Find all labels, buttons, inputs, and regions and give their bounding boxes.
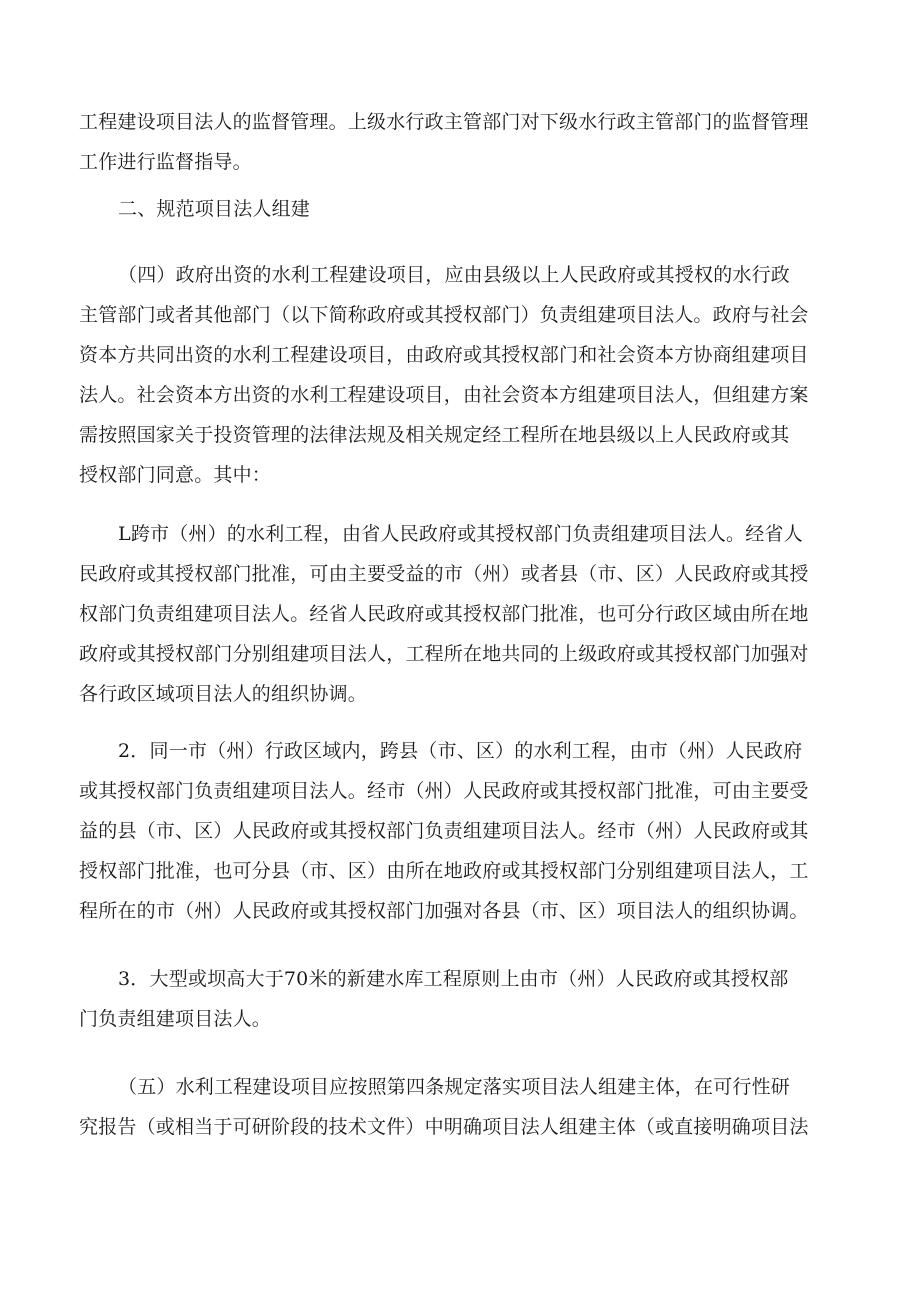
text-line: 授权部门批准，也可分县（市、区）由所在地政府或其授权部门分别组建项目法人，工 — [79, 860, 809, 882]
text-line: 授权部门同意。其中： — [79, 464, 272, 486]
text-line: 法人。社会资本方出资的水利工程建设项目，由社会资本方组建项目法人，但组建方案 — [79, 384, 809, 406]
text-line: 各行政区域项目法人的组织协调。 — [79, 683, 368, 705]
text-line: 权部门负责组建项目法人。经省人民政府或其授权部门批准，也可分行政区域由所在地 — [79, 603, 809, 625]
text-line: L跨市（州）的水利工程，由省人民政府或其授权部门负责组建项目法人。经省人 — [118, 523, 803, 545]
text-line: 政府或其授权部门分别组建项目法人，工程所在地共同的上级政府或其授权部门加强对 — [79, 643, 809, 665]
text-line: 3．大型或坝高大于70米的新建水库工程原则上由市（州）人民政府或其授权部 — [118, 968, 789, 990]
text-line: 2．同一市（州）行政区域内，跨县（市、区）的水利工程，由市（州）人民政府 — [118, 740, 803, 762]
text-line: 民政府或其授权部门批准，可由主要受益的市（州）或者县（市、区）人民政府或其授 — [79, 563, 809, 585]
text-line: 需按照国家关于投资管理的法律法规及相关规定经工程所在地县级以上人民政府或其 — [79, 424, 790, 446]
text-line: 程所在的市（州）人民政府或其授权部门加强对各县（市、区）项目法人的组织协调。 — [79, 900, 809, 922]
text-line: 工程建设项目法人的监督管理。上级水行政主管部门对下级水行政主管部门的监督管理 — [79, 111, 809, 133]
text-line: 益的县（市、区）人民政府或其授权部门负责组建项目法人。经市（州）人民政府或其 — [79, 820, 809, 842]
text-line: 或其授权部门负责组建项目法人。经市（州）人民政府或其授权部门批准，可由主要受 — [79, 780, 809, 802]
text-line: （四）政府出资的水利工程建设项目，应由县级以上人民政府或其授权的水行政 — [118, 264, 791, 286]
text-line: 门负责组建项目法人。 — [79, 1008, 272, 1030]
text-line: 主管部门或者其他部门（以下简称政府或其授权部门）负责组建项目法人。政府与社会 — [79, 304, 809, 326]
text-line: 资本方共同出资的水利工程建设项目，由政府或其授权部门和社会资本方协商组建项目 — [79, 344, 809, 366]
section-heading: 二、规范项目法人组建 — [118, 198, 311, 220]
text-line: 究报告（或相当于可研阶段的技术文件）中明确项目法人组建主体（或直接明确项目法 — [79, 1116, 809, 1138]
text-line: 工作进行监督指导。 — [79, 151, 252, 173]
text-line: （五）水利工程建设项目应按照第四条规定落实项目法人组建主体，在可行性研 — [118, 1076, 791, 1098]
